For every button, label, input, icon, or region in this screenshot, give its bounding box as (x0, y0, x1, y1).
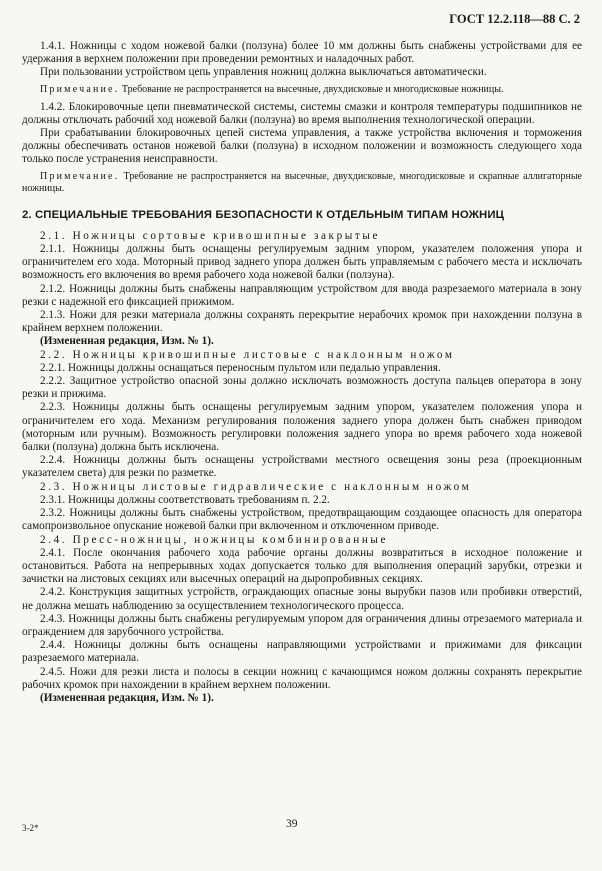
paragraph-2-4-1: 2.4.1. После окончания рабочего хода рабочие органы должны возвратиться в исходное положение и остановиться. Работа на непрерывных ходах допускается только для выполнения операций зарубки, отрезки и зачистки на листовых секциях или высечных операций на дыропробивных секциях. (22, 546, 582, 586)
change-note: (Измененная редакция, Изм. № 1). (40, 335, 214, 348)
note-text: Требование не распространяется на высечные, двухдисковые, многодисковые и скрапные аллигаторные ножницы. (22, 170, 582, 194)
paragraph-2-4-5: 2.4.5. Ножи для резки листа и полосы в секции ножниц с качающимся ножом должны сохранять перекрытие рабочих кромок при нахождении в крайнем верхнем положении. (22, 665, 582, 691)
paragraph-auto-off: При пользовании устройством цепь управления ножниц должна выключаться автоматически. (40, 66, 487, 79)
paragraph-2-4-3: 2.4.3. Ножницы должны быть снабжены регулируемым упором для ограничения длины отрезаемого материала и ограждением для зарубочного устройства. (22, 612, 582, 638)
change-note: (Измененная редакция, Изм. № 1). (40, 691, 214, 704)
paragraph-1-4-1: 1.4.1. Ножницы с ходом ножевой балки (ползуна) более 10 мм должны быть снабжены устройствами для ее удержания в верхнем положении при проведении ремонтных и наладочных работ. (22, 40, 582, 66)
paragraph-2-3-2: 2.3.2. Ножницы должны быть снабжены устройством, предотвращающим создающее опасность для оператора самопроизвольное опускание ножевой балки при включенном и отключенном приводе. (22, 507, 582, 533)
page-header: ГОСТ 12.2.118—88 С. 2 (449, 12, 580, 26)
footer-mark: 3-2* (22, 823, 39, 833)
paragraph-2-2-3: 2.2.3. Ножницы должны быть оснащены регулируемым задним упором, указателем положения упора и ограничителем его хода. Механизм регулирования положения заднего упора должен быть снабжен приводом (моторным или ручным). Возможность регулировки положения заднего упора во время рабочего хода ножевой балки (ползуна) должна быть исключена. (22, 401, 582, 454)
paragraph-2-2-1: 2.2.1. Ножницы должны оснащаться переносным пультом или педалью управления. (40, 361, 441, 374)
subsection-title-2-4: 2.4. Пресс-ножницы, ножницы комбинированные (40, 533, 389, 546)
paragraph-2-3-1: 2.3.1. Ножницы должны соответствовать требованиям п. 2.2. (40, 493, 330, 506)
paragraph-1-4-2: 1.4.2. Блокировочные цепи пневматической системы, системы смазки и контроля температуры подшипников не должны отключать рабочий ход ножевой балки (ползуна) во время выполнения технологической операции. (22, 100, 582, 126)
paragraph-blocking: При срабатывании блокировочных цепей система управления, а также устройства включения и торможения должны обеспечивать останов ножевой балки (ползуна) в исходном положении и возможность следующего хода только после устранения неисправности. (22, 127, 582, 166)
document-body (22, 40, 582, 705)
note-1 (22, 84, 582, 96)
subsection-title-2-1: 2.1. Ножницы сортовые кривошипные закрытые (40, 229, 381, 242)
paragraph-2-1-2: 2.1.2. Ножницы должны быть снабжены направляющим устройством для ввода разрезаемого материала в зону резки с надежной его фиксацией прижимом. (22, 282, 582, 308)
page-number: 39 (286, 818, 298, 830)
paragraph-2-4-2: 2.4.2. Конструкция защитных устройств, ограждающих опасные зоны вырубки пазов или пробивки отверстий, не должна мешать наблюдению за осуществлением технологического процесса. (22, 586, 582, 612)
paragraph-2-4-4: 2.4.4. Ножницы должны быть оснащены направляющими устройствами и прижимами для фиксации разрезаемого материала. (22, 639, 582, 665)
paragraph-2-1-1: 2.1.1. Ножницы должны быть оснащены регулируемым задним упором, указателем положения упора и ограничителем его хода. Моторный привод заднего упора должен быть управляемым с рабочего места и исключать возможность его включения во время рабочего хода ножевой балки (ползуна). (22, 243, 582, 282)
note-label: Примечание. (40, 83, 120, 95)
paragraph-2-1-3: 2.1.3. Ножи для резки материала должны сохранять перекрытие нерабочих кромок при нахождении ползуна в крайнем верхнем положении. (22, 309, 582, 335)
section-title: 2. СПЕЦИАЛЬНЫЕ ТРЕБОВАНИЯ БЕЗОПАСНОСТИ К ОТДЕЛЬНЫМ ТИПАМ НОЖНИЦ (22, 208, 505, 221)
paragraph-2-2-4: 2.2.4. Ножницы должны быть оснащены устройствами местного освещения зоны реза (проекционным указателем света) для резки по разметке. (22, 454, 582, 480)
subsection-title-2-2: 2.2. Ножницы кривошипные листовые с наклонным ножом (40, 348, 455, 361)
note-text: Требование не распространяется на высечные, двухдисковые и многодисковые ножницы. (119, 83, 504, 95)
paragraph-2-2-2: 2.2.2. Защитное устройство опасной зоны должно исключать возможность доступа пальцев оператора в зону резки и прижима. (22, 375, 582, 401)
note-label: Примечание. (40, 170, 120, 182)
note-2 (22, 171, 582, 195)
subsection-title-2-3: 2.3. Ножницы листовые гидравлические с наклонным ножом (40, 480, 472, 493)
